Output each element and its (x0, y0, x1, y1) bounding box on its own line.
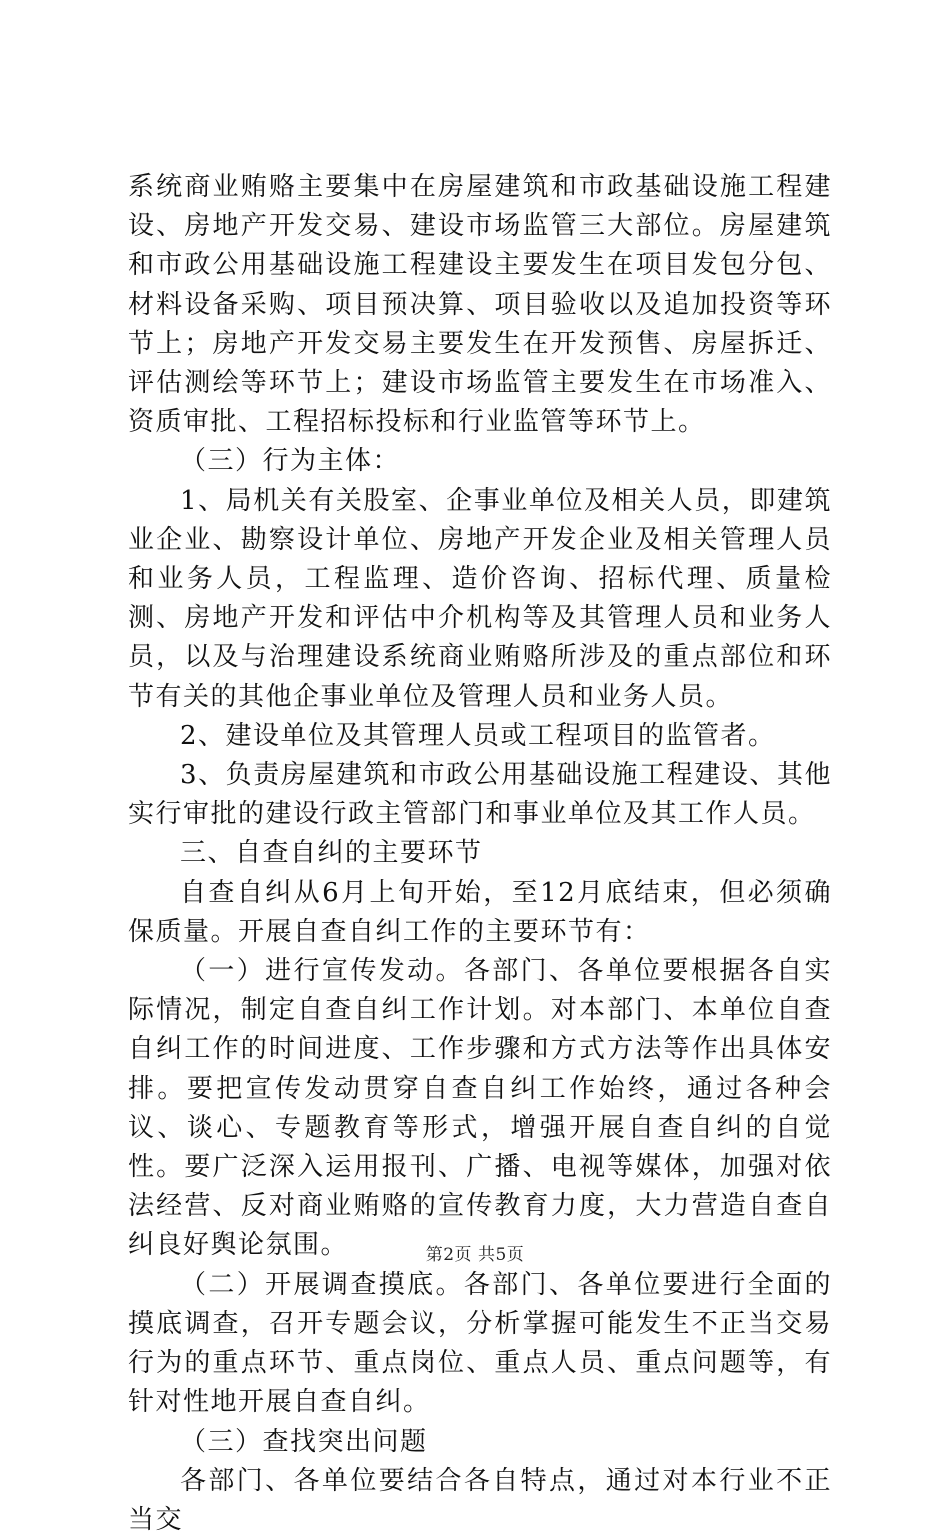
document-body (128, 168, 832, 1540)
paragraph-schedule: 自查自纠从6月上旬开始，至12月底结束，但必须确保质量。开展自查自纠工作的主要环节有： (128, 877, 832, 947)
paragraph-item-2: 2、建设单位及其管理人员或工程项目的监管者。 (180, 720, 776, 751)
paragraph-continued: 系统商业贿赂主要集中在房屋建筑和市政基础设施工程建设、房地产开发交易、建设市场监管三大部位。房屋建筑和市政公用基础设施工程建设主要发生在项目发包分包、材料设备采购、项目预决算、项目验收以及追加投资等环节上；房地产开发交易主要发生在开发预售、房屋拆迁、评估测绘等环节上；建设市场监管主要发生在市场准入、资质审批、工程招标投标和行业监管等环节上。 (128, 172, 832, 438)
paragraph-step-3: 各部门、各单位要结合各自特点，通过对本行业不正当交 (128, 1465, 832, 1535)
page-number-footer: 第2页 共5页 (425, 1245, 525, 1265)
section-heading-actors: （三）行为主体： (180, 446, 401, 477)
paragraph-step-1: （一）进行宣传发动。各部门、各单位要根据各自实际情况，制定自查自纠工作计划。对本部门、本单位自查自纠工作的时间进度、工作步骤和方式方法等作出具体安排。要把宣传发动贯穿自查自纠工作始终，通过各种会议、谈心、专题教育等形式，增强开展自查自纠的自觉性。要广泛深入运用报刊、广播、电视等媒体，加强对依法经营、反对商业贿赂的宣传教育力度，大力营造自查自纠良好舆论氛围。 (128, 956, 832, 1261)
paragraph-item-1: 1、局机关有关股室、企事业单位及相关人员，即建筑业企业、勘察设计单位、房地产开发企业及相关管理人员和业务人员，工程监理、造价咨询、招标代理、质量检测、房地产开发和评估中介机构等及其管理人员和业务人员，以及与治理建设系统商业贿赂所涉及的重点部位和环节有关的其他企事业单位及管理人员和业务人员。 (128, 485, 832, 712)
paragraph-step-2: （二）开展调查摸底。各部门、各单位要进行全面的摸底调查，召开专题会议，分析掌握可能发生不正当交易行为的重点环节、重点岗位、重点人员、重点问题等，有针对性地开展自查自纠。 (128, 1269, 832, 1418)
paragraph-item-3: 3、负责房屋建筑和市政公用基础设施工程建设、其他实行审批的建设行政主管部门和事业单位及其工作人员。 (128, 760, 832, 830)
section-heading-find-problems: （三）查找突出问题 (180, 1426, 428, 1457)
section-heading-main-steps: 三、自查自纠的主要环节 (180, 838, 483, 869)
